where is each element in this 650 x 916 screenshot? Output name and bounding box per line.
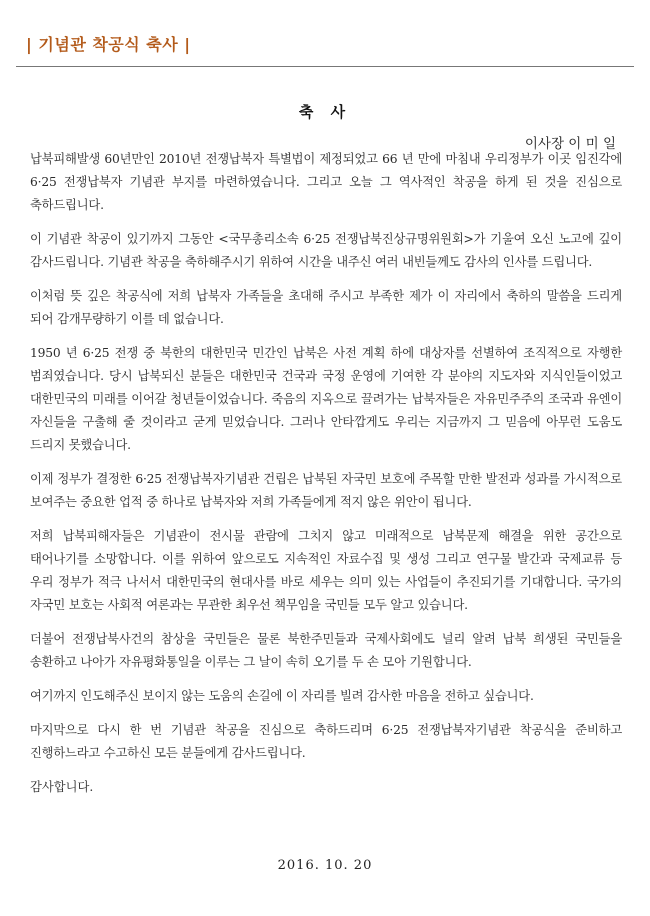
- header-divider: [16, 66, 634, 67]
- paragraph: 이제 정부가 결정한 6·25 전쟁납북자기념관 건립은 납북된 자국민 보호에 주목할 만한 발전과 성과를 가시적으로 보여주는 중요한 업적 중 하나로 납북자와 저희 가족들에게 적지 않은 위안이 됩니다.: [30, 472, 622, 509]
- paragraph: 이 기념관 착공이 있기까지 그동안 <국무총리소속 6·25 전쟁납북진상규명위원회>가 기울여 오신 노고에 깊이 감사드립니다. 기념관 착공을 축하해주시기 위하여 시간을 내주신 여러 내빈들께도 감사의 인사를 드립니다.: [30, 232, 622, 269]
- paragraph: 이처럼 뜻 깊은 착공식에 저희 납북자 가족들을 초대해 주시고 부족한 제가 이 자리에서 축하의 말씀을 드리게 되어 감개무량하기 이를 데 없습니다.: [30, 289, 622, 326]
- paragraph: 저희 납북피해자들은 기념관이 전시물 관람에 그치지 않고 미래적으로 남북문제 해결을 위한 공간으로 태어나기를 소망합니다. 이를 위하여 앞으로도 지속적인 자료수집 및 생성 그리고 연구물 발간과 국제교류 등 우리 정부가 적극 나서서 대한민국의 현대사를 바로 세우는 의미 있는 사업들이 추진되기를 기대합니다. 국가의 자국민 보호는 사회적 여론과는 무관한 최우선 책무임을 국민들 모두 알고 있습니다.: [30, 529, 622, 612]
- paragraph: 여기까지 인도해주신 보이지 않는 도움의 손길에 이 자리를 빌려 감사한 마음을 전하고 싶습니다.: [30, 689, 534, 703]
- document-author: 이사장 이 미 일: [524, 136, 616, 152]
- paragraph: 더불어 전쟁납북사건의 참상을 국민들은 물론 북한주민들과 국제사회에도 널리 알려 납북 희생된 국민들을 송환하고 나아가 자유평화통일을 이루는 그 날이 속히 오기를 두 손 모아 기원합니다.: [30, 632, 622, 669]
- paragraph: 마지막으로 다시 한 번 기념관 착공을 진심으로 축하드리며 6·25 전쟁납북자기념관 착공식을 준비하고 진행하느라고 수고하신 모든 분들에게 감사드립니다.: [30, 723, 622, 760]
- speech-body: [30, 148, 622, 799]
- section-header: | 기념관 착공식 축사 |: [26, 35, 191, 54]
- closing-remark: 감사합니다.: [30, 780, 94, 794]
- document-title: 축 사: [298, 103, 352, 121]
- paragraph: 1950 년 6·25 전쟁 중 북한의 대한민국 민간인 납북은 사전 계획 하에 대상자를 선별하여 조직적으로 자행한 범죄였습니다. 당시 납북되신 분들은 대한민국 건국과 국정 운영에 기여한 각 분야의 지도자와 지식인들이었고 대한민국의 미래를 이어갈 청년들이었습니다. 죽음의 지옥으로 끌려가는 납북자들은 자유민주주의 조국과 유엔이 자신들을 구출해 줄 것이라고 굳게 믿었습니다. 그러나 안타깝게도 우리는 지금까지 그 믿음에 아무런 도움도 드리지 못했습니다.: [30, 346, 622, 452]
- paragraph: 납북피해발생 60년만인 2010년 전쟁납북자 특별법이 제정되었고 66 년 만에 마침내 우리정부가 이곳 임진각에 6·25 전쟁납북자 기념관 부지를 마련하였습니다. 그리고 오늘 그 역사적인 착공을 하게 된 것을 진심으로 축하드립니다.: [30, 152, 622, 212]
- document-date: 2016. 10. 20: [277, 858, 373, 873]
